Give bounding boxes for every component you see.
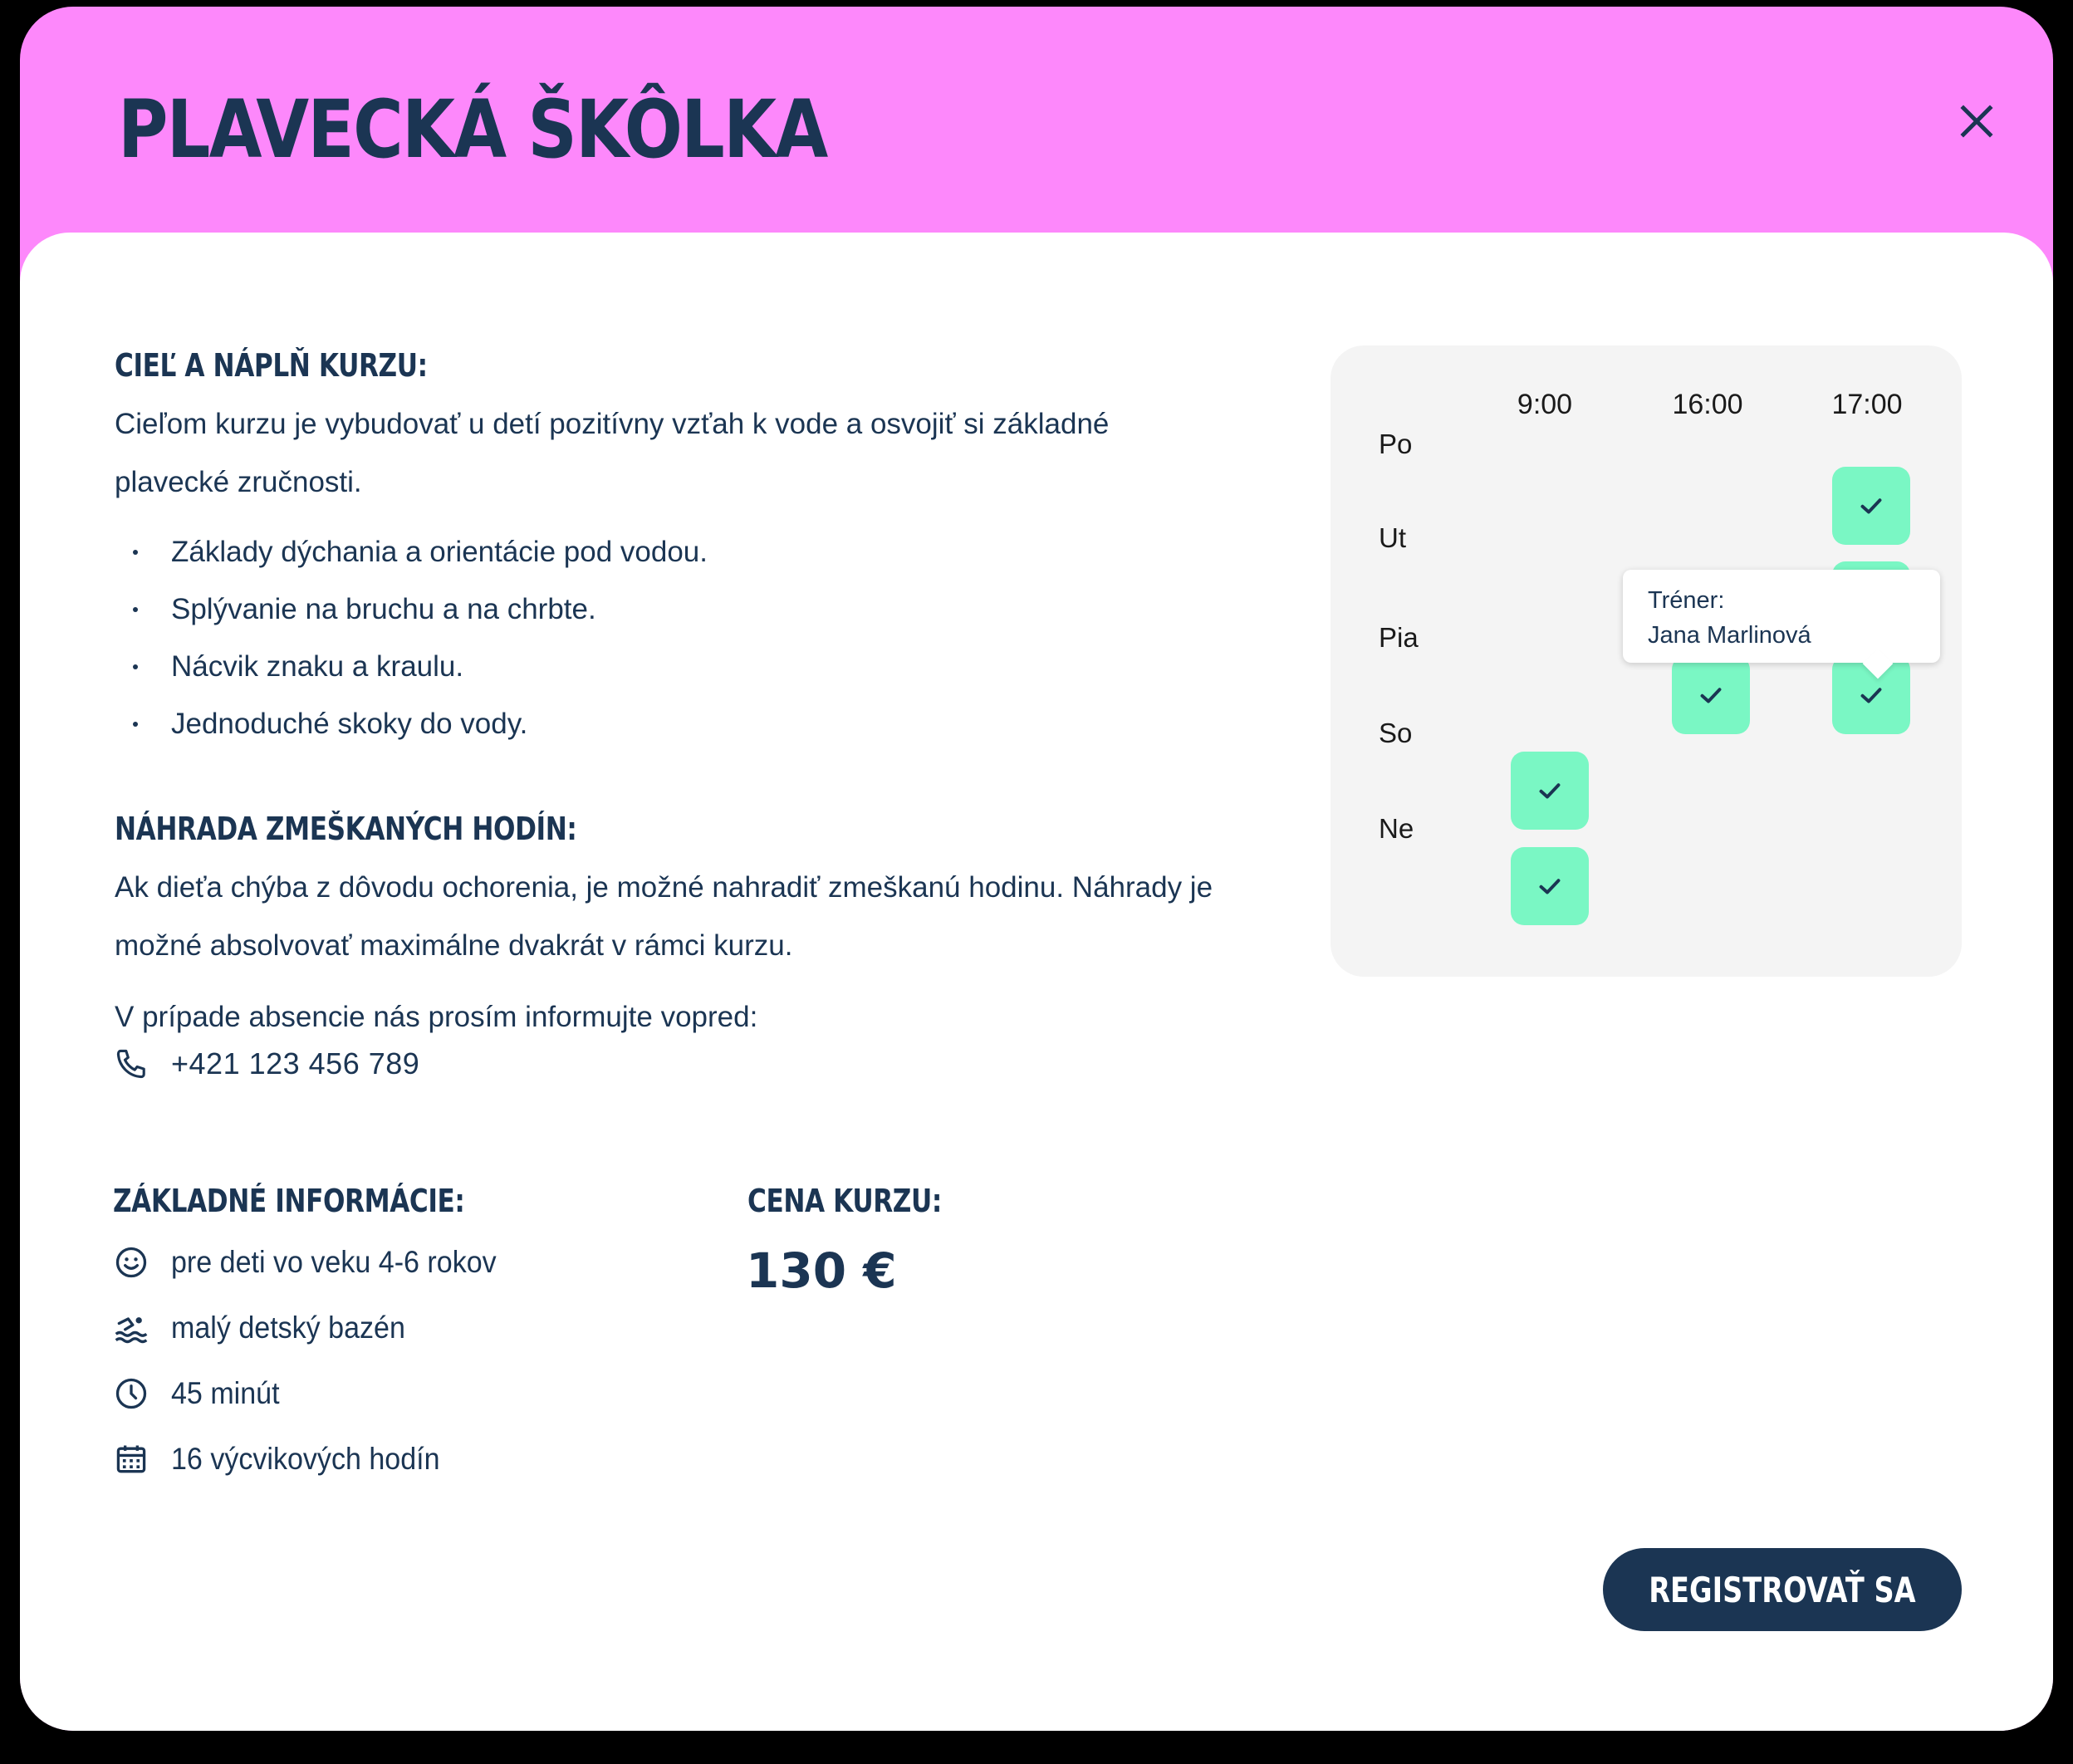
calendar-icon [113,1441,149,1477]
info-label: pre deti vo veku 4-6 rokov [171,1244,497,1279]
day-label: Ne [1379,813,1414,844]
list-item: Nácvik znaku a kraulu. [128,638,708,695]
close-button[interactable] [1952,96,2002,146]
check-icon [1856,491,1886,521]
list-item: Základy dýchania a orientácie pod vodou. [128,523,708,581]
goal-text-line-2: plavecké zručnosti. [115,466,362,498]
day-label: Ut [1379,522,1406,553]
makeup-heading: NÁHRADA ZMEŠKANÝCH HODÍN: [115,811,577,847]
modal-title: PLAVECKÁ ŠKÔLKA [118,83,827,176]
phone-row[interactable] [113,1043,419,1085]
slot-ne-0900[interactable] [1511,847,1589,925]
slot-po-1700[interactable] [1832,467,1910,545]
time-header: 16:00 [1672,389,1743,420]
time-header: 9:00 [1517,389,1573,420]
info-item-age [113,1229,525,1295]
check-icon [1696,680,1726,710]
info-item-pool [113,1295,525,1360]
register-button[interactable] [1603,1548,1962,1631]
check-icon [1856,680,1886,710]
trainer-tooltip [1623,570,1940,663]
makeup-text-line-2: možné absolvovať maximálne dvakrát v rámci kurzu. [115,929,793,962]
check-icon [1535,776,1565,806]
clock-icon [113,1375,149,1412]
register-button-label: REGISTROVAŤ SA [1649,1569,1916,1610]
price-heading: CENA KURZU: [747,1183,942,1219]
time-header: 17:00 [1831,389,1903,420]
course-modal [20,7,2053,1731]
check-icon [1535,871,1565,901]
smiley-icon [113,1244,149,1281]
phone-icon [113,1046,149,1082]
goal-heading: CIEĽ A NÁPLŇ KURZU: [115,347,428,384]
slot-pia-1600[interactable] [1672,656,1750,734]
schedule-panel [1331,345,1962,977]
price-value: 130 € [746,1242,897,1299]
list-item: Splývanie na bruchu a na chrbte. [128,581,708,638]
absence-text: V prípade absencie nás prosím informujte vopred: [115,1001,758,1033]
info-item-lessons [113,1426,525,1492]
swimmer-icon [113,1310,149,1346]
info-label: malý detský bazén [171,1310,405,1345]
basic-info-list [113,1229,525,1492]
tooltip-trainer-name: Jana Marlinová [1648,622,1811,649]
info-item-duration [113,1360,525,1426]
info-label: 45 minút [171,1375,280,1410]
basic-info-heading: ZÁKLADNÉ INFORMÁCIE: [113,1183,465,1219]
info-label: 16 výcvikových hodín [171,1441,440,1476]
day-label: Po [1379,429,1413,459]
phone-number: +421 123 456 789 [171,1046,420,1080]
close-icon [1952,96,2002,146]
slot-so-0900[interactable] [1511,752,1589,830]
list-item: Jednoduché skoky do vody. [128,695,708,752]
goal-text-line-1: Cieľom kurzu je vybudovať u detí pozitívny vzťah k vode a osvojiť si základné [115,408,1110,440]
goal-bullet-list [128,523,708,752]
tooltip-label: Tréner: [1648,587,1725,614]
day-label: Pia [1379,622,1419,653]
makeup-text-line-1: Ak dieťa chýba z dôvodu ochorenia, je možné nahradiť zmeškanú hodinu. Náhrady je [115,871,1213,904]
modal-body [20,233,2053,1731]
modal-header [20,7,2053,256]
day-label: So [1379,718,1413,748]
